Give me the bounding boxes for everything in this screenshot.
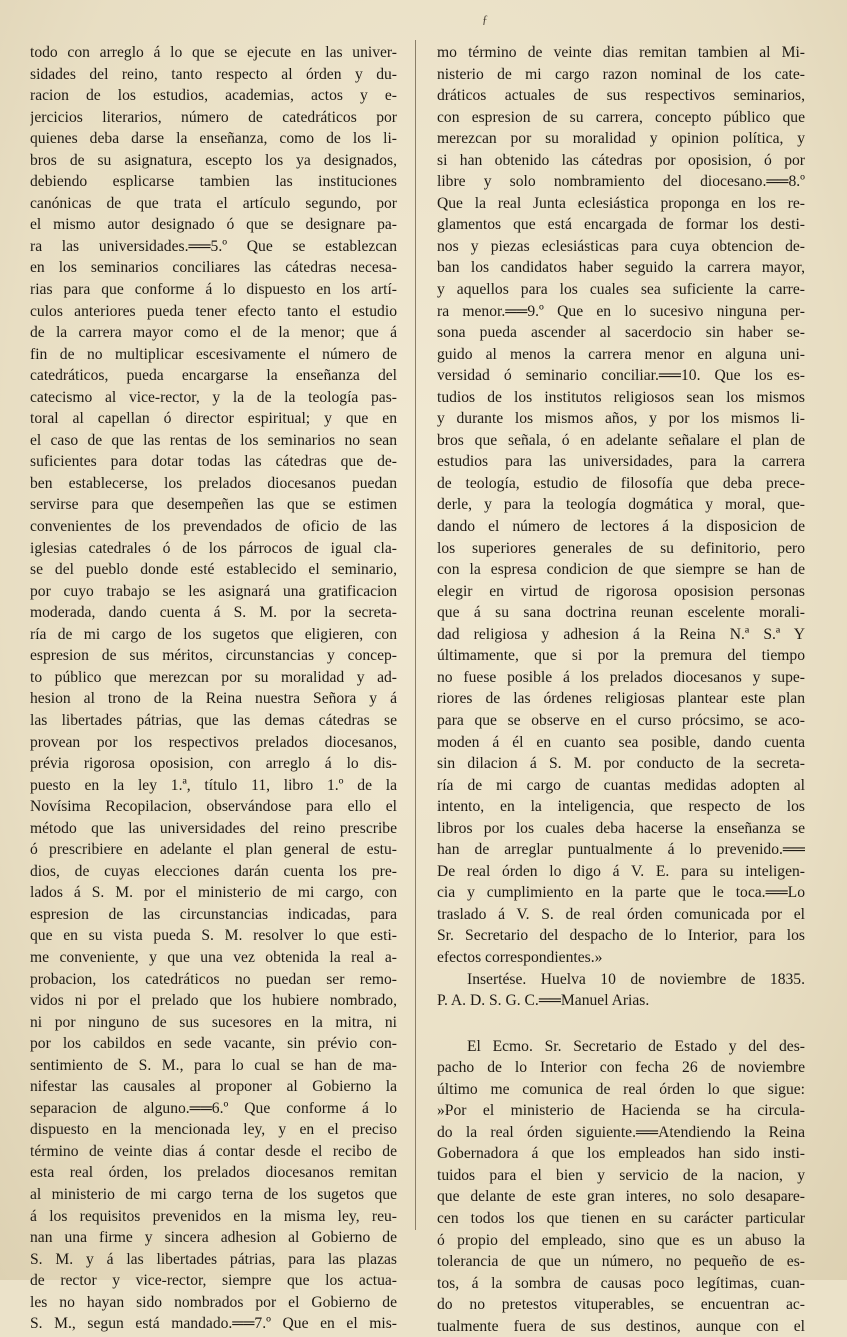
text-line: dispuesto en la mencionada ley, y en el preciso — [30, 1121, 397, 1139]
new-decree-section — [437, 1036, 805, 1337]
text-line: cen todos los que tienen en su carácter particular — [437, 1209, 805, 1227]
signature-line: P. A. D. S. G. C.══Manuel Arias. — [437, 992, 650, 1010]
text-line: ra menor.══9.º Que en lo sucesivo ninguna per- — [437, 302, 805, 320]
text-line: espresion de las circunstancias indicadas, para — [30, 905, 397, 923]
text-line: sona pueda ascender al sacerdocio sin haber se- — [437, 324, 805, 342]
text-line: Gobernadora á que los empleados han sido insti- — [437, 1145, 805, 1163]
text-line: todo con arreglo á lo que se ejecute en las univer- — [30, 44, 397, 61]
text-line: nifestar las causales al proponer al Gobierno la — [30, 1078, 397, 1096]
text-line: toral al capellan ó director espiritual; y que en — [30, 410, 397, 428]
text-line: tualmente fuera de sus destinos, aunque con el — [437, 1317, 805, 1335]
text-line: método que las universidades del reino prescribe — [30, 819, 397, 837]
text-line: provean por los respectivos prelados diocesanos, — [30, 733, 397, 751]
text-line: »Por el ministerio de Hacienda se ha circula- — [437, 1102, 805, 1120]
text-line: lados á S. M. por el ministerio de mi cargo, con — [30, 884, 397, 902]
text-line: canónicas de que trata el artículo segundo, por — [30, 194, 397, 212]
text-line: y aquellos para los cuales sea suficiente la carre- — [437, 281, 805, 299]
text-line: no fuese posible á los prelados diocesanos y supe- — [437, 668, 805, 686]
text-line: últimamente, que si por la premura del tiempo — [437, 647, 805, 665]
left-column — [30, 42, 397, 1335]
text-line: de teología, estudio de filosofía que deba prece- — [437, 474, 805, 492]
text-line: sidades del reino, tanto respecto al órden y du- — [30, 65, 397, 83]
text-line: to público que merezcan por su moralidad y ad- — [30, 668, 397, 686]
text-line: el mismo autor designado ó que se designare pa- — [30, 216, 397, 234]
text-line: separacion de alguno.══6.º Que conforme á lo — [30, 1099, 397, 1117]
text-line: debiendo esplicarse tambien las instituciones — [30, 173, 397, 191]
text-line: suficientes para dotar todas las cátedras que de- — [30, 453, 397, 471]
text-line: por los cabildos en sede vacante, sin prévio con- — [30, 1035, 397, 1053]
text-line: ra las universidades.══5.º Que se establezcan — [30, 237, 397, 255]
text-line: les no hayan sido nombrados por el Gobierno de — [30, 1293, 397, 1311]
text-line: moden á él en cuanto sea posible, dando cuenta — [437, 733, 805, 751]
text-line: ben establecerse, los prelados diocesanos puedan — [30, 474, 397, 492]
text-line: han de arreglar puntualmente á lo prevenido.══ — [437, 841, 805, 859]
text-line: tuidos para el bien y servicio de la nacion, y — [437, 1166, 805, 1184]
text-line: servirse para que desempeñen las que se estimen — [30, 496, 397, 514]
column-divider — [415, 40, 416, 1230]
text-line: catecismo al vice-rector, y la de la teología pas- — [30, 388, 397, 406]
text-line: iglesias catedrales ó de los párrocos de igual cla- — [30, 539, 397, 557]
text-line: convenientes de los prevendados de oficio de las — [30, 518, 397, 536]
right-column — [437, 42, 805, 1337]
text-line: hesion al trono de la Reina nuestra Señora y á — [30, 690, 397, 708]
text-line: do la real órden siguiente.══Atendiendo la Reina — [437, 1123, 805, 1141]
text-line: puesto en la ley 1.ª, título 11, libro 1.º de la — [30, 776, 397, 794]
text-line: do no pretestos vituperables, se encuentran ac- — [437, 1296, 805, 1314]
text-line: Sr. Secretario del despacho de lo Interior, para los — [437, 927, 805, 945]
text-line: culos anteriores pueda tener efecto tanto el estudio — [30, 302, 397, 320]
text-line: S. M. y á las libertades pátrias, para las plazas — [30, 1250, 397, 1268]
text-line: sin dilacion á S. M. por conducto de la secreta- — [437, 755, 805, 773]
text-line: De real órden lo digo á V. E. para su inteligen- — [437, 862, 805, 880]
text-line: el caso de que las rentas de los seminarios no sean — [30, 431, 397, 449]
text-line: ban los candidatos haber seguido la carrera mayor, — [437, 259, 805, 277]
text-line: de rector y vice-rector, siempre que los actua- — [30, 1272, 397, 1290]
decree-continuation — [437, 42, 805, 969]
text-line: prévia rigorosa oposision, con arreglo á lo dis- — [30, 755, 397, 773]
text-line: que delante de este gran interes, no solo desapare- — [437, 1188, 805, 1206]
text-line: ó prescribiere en adelante el plan general de estu- — [30, 841, 397, 859]
text-line: ría de mi cargo de cuantas medidas adopten al — [437, 776, 805, 794]
text-line: fin de no multiplicar escesivamente el número de — [30, 345, 397, 363]
text-line: probacion, los catedráticos no puedan ser remo- — [30, 970, 397, 988]
text-line: pacho de lo Interior con fecha 26 de noviembre — [437, 1059, 805, 1077]
text-line: efectos correspondientes.» — [437, 948, 603, 966]
text-line: ría de mi cargo de los sugetos que eligieren, con — [30, 625, 397, 643]
text-line: sentimiento de S. M., para lo cual se han de ma- — [30, 1056, 397, 1074]
text-line: en los seminarios conciliares las cátedras necesa- — [30, 259, 397, 277]
text-line: nos y piezas eclesiásticas para cuya obtencion de- — [437, 237, 805, 255]
text-line: estudios para las universidades, para la carrera — [437, 453, 805, 471]
text-line: guido al menos la carrera menor en alguna uni- — [437, 345, 805, 363]
text-line: que á su sana doctrina reunan escelente morali- — [437, 604, 805, 622]
text-line: mo término de veinte dias remitan tambien al Mi- — [437, 44, 805, 61]
text-line: con la espresa condicion de que siempre se han de — [437, 561, 805, 579]
text-line: Novísima Recopilacion, observándose para ello el — [30, 798, 397, 816]
text-line: las libertades pátrias, que las demas cátedras se — [30, 711, 397, 729]
text-line: y durante los mismos años, y por los mismos li- — [437, 410, 805, 428]
text-line: libros por los cuales deba hacerse la enseñanza se — [437, 819, 805, 837]
text-line: si han obtenido las cátedras por oposision, ó por — [437, 151, 805, 169]
text-line: que en su vista pueda S. M. resolver lo que esti- — [30, 927, 397, 945]
text-line: se del pueblo donde esté establecido el seminario, — [30, 561, 397, 579]
text-line: bros que señala, ó en adelante señalare el plan de — [437, 431, 805, 449]
text-line: S. M., segun está mandado.══7.º Que en el mis- — [30, 1315, 397, 1333]
insertese-line: Insertése. Huelva 10 de noviembre de 1835. — [467, 970, 805, 988]
text-line: los superiores generales de su definitorio, pero — [437, 539, 805, 557]
text-line: ó propio del empleado, sino que es un abuso la — [437, 1231, 805, 1249]
text-line: tudios de los institutos religiosos sean los mismos — [437, 388, 805, 406]
text-line: derle, y para la teología dogmática y moral, que- — [437, 496, 805, 514]
text-line: El Ecmo. Sr. Secretario de Estado y del des- — [467, 1037, 805, 1055]
text-line: versidad ó seminario conciliar.══10. Que los es- — [437, 367, 805, 385]
text-line: dad religiosa y adhesion á la Reina N.ª S.ª Y — [437, 625, 805, 643]
text-line: quienes deba darse la enseñanza, como de los li- — [30, 130, 397, 148]
text-line: nan una firme y sincera adhesion al Gobierno de — [30, 1229, 397, 1247]
text-line: racion de los estudios, academias, actos y e- — [30, 87, 397, 105]
text-line: traslado á V. S. de real órden comunicada por el — [437, 905, 805, 923]
text-line: esta real órden, los prelados diocesanos remitan — [30, 1164, 397, 1182]
text-line: libre y solo nombramiento del diocesano.══8.º — [437, 173, 805, 191]
text-line: riores de las órdenes religiosas plantear este plan — [437, 690, 805, 708]
text-line: de la carrera mayor como el de la menor; que á — [30, 324, 397, 342]
text-line: tolerancia de que un número, no pequeño de es- — [437, 1253, 805, 1271]
text-line: tos, á la sombra de causas poco legítimas, cuan- — [437, 1274, 805, 1292]
text-line: para que se observe en el curso prócsimo, se aco- — [437, 711, 805, 729]
text-line: jercicios literarios, número de catedráticos por — [30, 108, 397, 126]
text-line: rias para que conforme á lo dispuesto en los artí- — [30, 281, 397, 299]
text-line: último me comunica de real órden lo que sigue: — [437, 1080, 805, 1098]
text-line: bros de su asignatura, escepto los ya designados, — [30, 151, 397, 169]
text-line: con espresion de su carrera, concepto público que — [437, 108, 805, 126]
text-line: intento, en la inteligencia, que respecto de los — [437, 798, 805, 816]
text-line: ni por ninguno de sus sucesores en la mitra, ni — [30, 1013, 397, 1031]
text-line: nisterio de mi cargo razon nominal de los cate- — [437, 65, 805, 83]
folio-mark: ƒ — [482, 12, 488, 26]
text-line: cia y cumplimiento en la parte que le toca.══Lo — [437, 884, 805, 902]
text-line: merezcan por su moralidad y opinion política, y — [437, 130, 805, 148]
text-line: dios, de cuyas elecciones darán cuenta los pre- — [30, 862, 397, 880]
text-line: término de veinte dias á contar desde el recibo de — [30, 1142, 397, 1160]
text-line: al ministerio de mi cargo terna de los sugetos que — [30, 1185, 397, 1203]
text-line: vidos ni por el prelado que los hubiere nombrado, — [30, 992, 397, 1010]
text-line: dráticos actuales de sus respectivos seminarios, — [437, 87, 805, 105]
text-line: elegir en virtud de rigorosa oposision personas — [437, 582, 805, 600]
text-line: me conveniente, y que una vez obtenida la real a- — [30, 948, 397, 966]
text-line: Que la real Junta eclesiástica proponga en los re- — [437, 194, 805, 212]
text-line: glamentos que está encargada de formar los desti- — [437, 216, 805, 234]
text-line: espresion de sus méritos, circunstancias y concep- — [30, 647, 397, 665]
text-line: por cuyo trabajo se les asignará una gratificacion — [30, 582, 397, 600]
text-line: dando el número de lectores á la disposicion de — [437, 518, 805, 536]
section-gap — [437, 1012, 805, 1036]
text-line: moderada, dando cuenta á S. M. por la secreta- — [30, 604, 397, 622]
text-line: á los requisitos prevenidos en la misma ley, reu- — [30, 1207, 397, 1225]
text-line: catedráticos, pueda encargarse la enseñanza del — [30, 367, 397, 385]
